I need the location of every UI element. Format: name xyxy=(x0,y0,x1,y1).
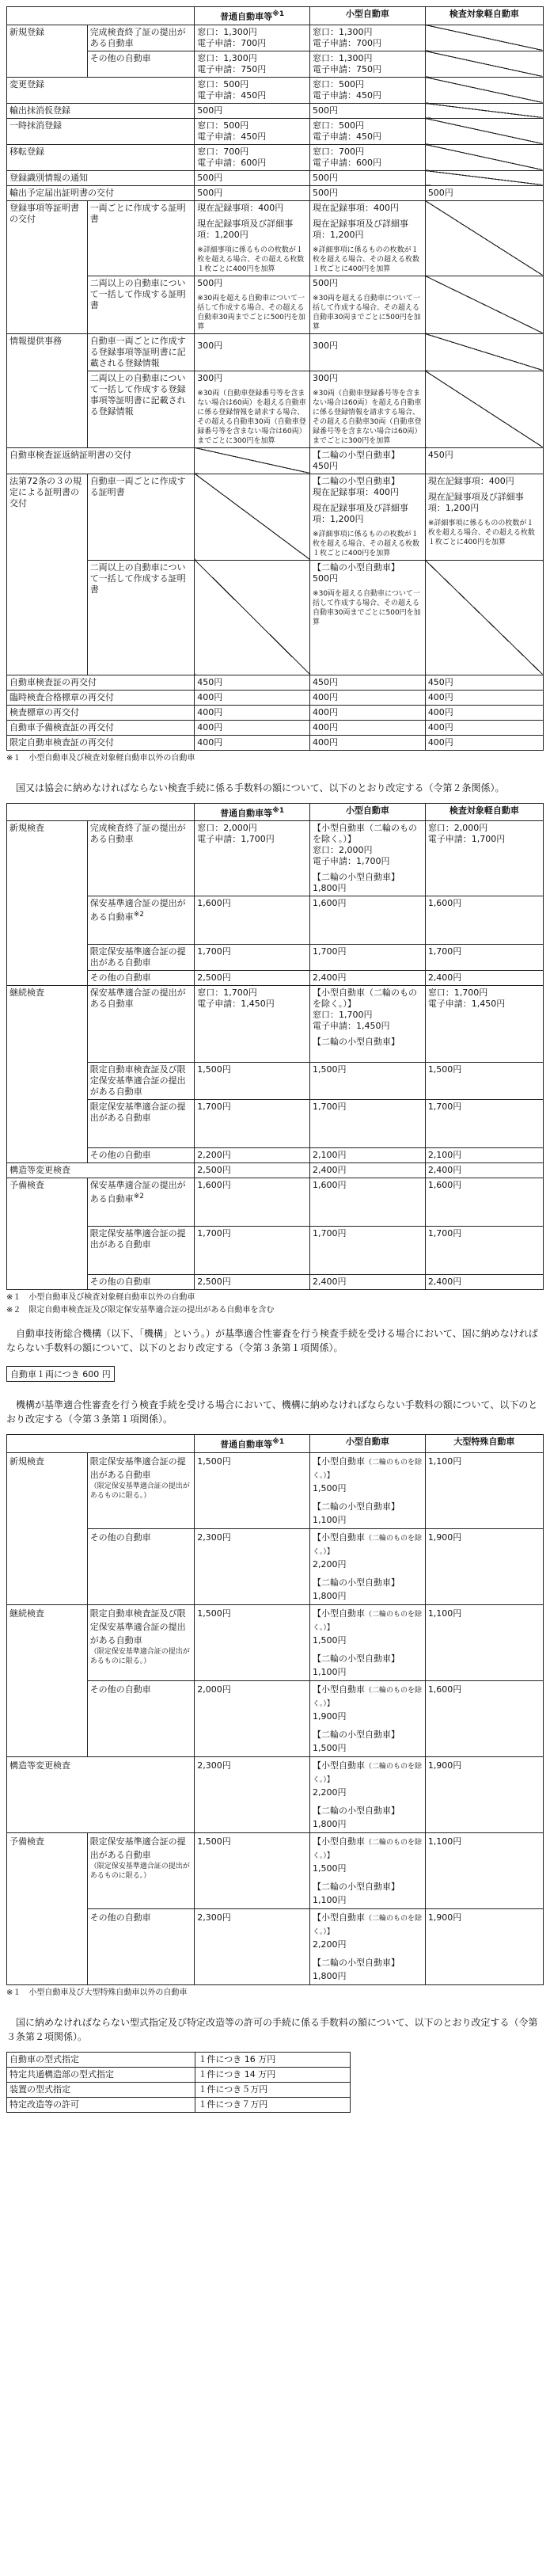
sub-label: 限定保安基準適合証の提出がある自動車 xyxy=(87,1100,195,1148)
cell: 500円 xyxy=(195,170,310,185)
cell: 【二輪の小型自動車】 現在記録事項：400円 現在記録事項及び詳細事項：1,200円 ※詳細事項に係るものの枚数が１枚を超える場合、その超える枚数１枚ごとに400円を加算 xyxy=(310,474,426,560)
cell: 1,500円 xyxy=(195,1452,310,1528)
cell: 400円 xyxy=(425,720,543,735)
header-special: 大型特殊自動車 xyxy=(425,1435,543,1453)
cell: 窓口：2,000円 電子申請：1,700円 xyxy=(425,821,543,896)
cell: 500円 xyxy=(310,170,426,185)
cell: 窓口：700円 電子申請：600円 xyxy=(310,144,426,170)
table-row xyxy=(7,1275,544,1290)
cell: 500円 xyxy=(195,103,310,118)
table-row xyxy=(7,1227,544,1275)
footnote: ※１ 小型自動車及び大型特殊自動車以外の自動車 xyxy=(6,1988,188,1997)
cell: 窓口：1,700円 電子申請：1,450円 xyxy=(425,986,543,1063)
cell: 窓口：1,300円 電子申請：750円 xyxy=(310,51,426,77)
cell: 窓口：500円 電子申請：450円 xyxy=(310,77,426,103)
cell: 450円 xyxy=(425,447,543,474)
row-label: 登録事項等証明書の交付 xyxy=(7,200,88,333)
cell: １件につき 14 万円 xyxy=(195,2067,350,2082)
cell: 300円 ※30両（自動車登録番号等を含まない場合は60両）を超える自動車に係る登録情報を請求する場合、その超える自動車30両（自動車登録番号等を含まない場合は60両）までごとに300円を加算 xyxy=(195,371,310,447)
cell: 【小型自動車（二輪のものを除く。）】 2,200円 【二輪の小型自動車】 1,800円 xyxy=(310,1528,426,1604)
row-label: 自動車検査証返納証明書の交付 xyxy=(7,447,195,474)
row-label: 輸出予定届出証明書の交付 xyxy=(7,185,195,200)
cell: 1,100円 xyxy=(425,1604,543,1680)
row-label: 構造等変更検査 xyxy=(7,1163,195,1178)
cell: 現在記録事項：400円 現在記録事項及び詳細事項：1,200円 ※詳細事項に係るものの枚数が１枚を超える場合、その超える枚数１枚ごとに400円を加算 xyxy=(195,200,310,276)
sub-label: 限定自動車検査証及び限定保安基準適合証の提出がある自動車 （限定保安基準適合証の提出があるものに限る。） xyxy=(87,1604,195,1680)
cell: 2,400円 xyxy=(425,1275,543,1290)
cell: 2,300円 xyxy=(195,1756,310,1832)
table-row xyxy=(7,170,544,185)
cell: 1,700円 xyxy=(310,945,426,971)
paragraph: 機構が基準適合性審査を行う検査手続を受ける場合において、機構に納めなければならない手数料の額について、以下のとおり改定する（令第３条第１項関係）。 xyxy=(6,1399,538,1425)
cell: 窓口：1,300円 電子申請：750円 xyxy=(195,51,310,77)
sub-label: その他の自動車 xyxy=(87,51,195,77)
table-row xyxy=(7,333,544,371)
cell: 400円 xyxy=(195,690,310,705)
per-vehicle-fee-box: 自動車１両につき 600 円 xyxy=(6,1366,115,1382)
cell: 400円 xyxy=(425,735,543,750)
cell: 400円 xyxy=(310,720,426,735)
table-row xyxy=(7,474,544,560)
cell-na xyxy=(425,144,543,170)
table-row xyxy=(7,1100,544,1148)
cell: 400円 xyxy=(310,690,426,705)
cell: 400円 xyxy=(310,735,426,750)
row-label: 臨時検査合格標章の再交付 xyxy=(7,690,195,705)
cell-na xyxy=(195,447,310,474)
cell-na xyxy=(425,103,543,118)
cell: 1,600円 xyxy=(310,1178,426,1227)
cell: 【小型自動車（二輪のものを除く。）】 2,200円 【二輪の小型自動車】 1,800円 xyxy=(310,1756,426,1832)
cell: 1,500円 xyxy=(310,1063,426,1100)
sub-label: 自動車一両ごとに作成する証明書 xyxy=(87,474,195,560)
table-row xyxy=(7,1163,544,1178)
cell: 2,000円 xyxy=(195,1680,310,1756)
row-label: 一時抹消登録 xyxy=(7,118,195,144)
table-row xyxy=(7,720,544,735)
cell: 400円 xyxy=(195,705,310,720)
table-row xyxy=(7,945,544,971)
cell: １件につき 16 万円 xyxy=(195,2052,350,2067)
table-row xyxy=(7,371,544,447)
row-label: 自動車予備検査証の再交付 xyxy=(7,720,195,735)
cell-na xyxy=(425,371,543,447)
table-row xyxy=(7,971,544,986)
sub-label: 保安基準適合証の提出がある自動車$^{※2}$ xyxy=(87,896,195,945)
cell: 400円 xyxy=(195,735,310,750)
table-row xyxy=(7,2052,351,2067)
table-row xyxy=(7,1680,544,1756)
paragraph: 自動車技術総合機構（以下、「機構」という。）が基準適合性審査を行う検査手続を受ける場合において、国に納めなければならない手数料の額について、以下のとおり改定する（令第３条第１項関係）。 xyxy=(6,1328,538,1354)
table-row xyxy=(7,2097,351,2112)
cell: 2,500円 xyxy=(195,1163,310,1178)
cell: 450円 xyxy=(425,675,543,690)
cell-na xyxy=(195,560,310,675)
cell: 2,400円 xyxy=(310,1275,426,1290)
cell: 【小型自動車（二輪のものを除く。）】 窓口：1,700円 電子申請：1,450円 【二輪の小型自動車】 xyxy=(310,986,426,1063)
cell-na xyxy=(425,51,543,77)
cell: 2,300円 xyxy=(195,1908,310,1984)
sub-label: その他の自動車 xyxy=(87,1680,195,1756)
table-row xyxy=(7,1756,544,1832)
cell-na xyxy=(425,77,543,103)
cell: 1,900円 xyxy=(425,1756,543,1832)
cell: 1,700円 xyxy=(195,1227,310,1275)
cell: 1,600円 xyxy=(425,896,543,945)
footnote: ※２ 限定自動車検査証及び限定保安基準適合証の提出がある自動車を含む xyxy=(6,1306,275,1315)
sub-label: 完成検査終了証の提出がある自動車 xyxy=(87,25,195,51)
cell: 500円 xyxy=(195,185,310,200)
row-label: 自動車の型式指定 xyxy=(7,2052,195,2067)
cell: 1,500円 xyxy=(195,1604,310,1680)
table-row xyxy=(7,1063,544,1100)
cell-na xyxy=(425,560,543,675)
row-label: 特定改造等の許可 xyxy=(7,2097,195,2112)
sub-label: 限定保安基準適合証の提出がある自動車 （限定保安基準適合証の提出があるものに限る。） xyxy=(87,1832,195,1908)
cell: 1,700円 xyxy=(195,945,310,971)
sub-label: 完成検査終了証の提出がある自動車 xyxy=(87,821,195,896)
table-row xyxy=(7,1452,544,1528)
table-row xyxy=(7,675,544,690)
cell: 窓口：1,700円 電子申請：1,450円 xyxy=(195,986,310,1063)
cell: 現在記録事項：400円 現在記録事項及び詳細事項：1,200円 ※詳細事項に係るものの枚数が１枚を超える場合、その超える枚数１枚ごとに400円を加算 xyxy=(310,200,426,276)
table-header-row xyxy=(7,1435,544,1453)
cell: 1,900円 xyxy=(425,1528,543,1604)
table-row xyxy=(7,77,544,103)
cell-na xyxy=(195,474,310,560)
table-row xyxy=(7,1604,544,1680)
sub-label: その他の自動車 xyxy=(87,1148,195,1163)
sub-label: 保安基準適合証の提出がある自動車 xyxy=(87,986,195,1063)
cell: 450円 xyxy=(310,675,426,690)
cell: 窓口：500円 電子申請：450円 xyxy=(195,118,310,144)
sub-label: 限定自動車検査証及び限定保安基準適合証の提出がある自動車 xyxy=(87,1063,195,1100)
cell: 【二輪の小型自動車】 450円 xyxy=(310,447,426,474)
row-label: 特定共通構造部の型式指定 xyxy=(7,2067,195,2082)
table-row xyxy=(7,1148,544,1163)
row-label: 新規登録 xyxy=(7,25,88,77)
table-row xyxy=(7,821,544,896)
sub-label: 自動車一両ごとに作成する登録事項等証明書に記載される登録情報 xyxy=(87,333,195,371)
table-row xyxy=(7,2082,351,2097)
sub-label: 二両以上の自動車について一括して作成する登録事項等証明書に記載される登録情報 xyxy=(87,371,195,447)
table-row xyxy=(7,560,544,675)
cell: 1,900円 xyxy=(425,1908,543,1984)
organization-fee-table xyxy=(6,1434,544,1985)
cell: 2,100円 xyxy=(310,1148,426,1163)
cell: 1,500円 xyxy=(195,1063,310,1100)
cell: 【小型自動車（二輪のものを除く。）】 1,500円 【二輪の小型自動車】 1,100円 xyxy=(310,1604,426,1680)
cell: 現在記録事項：400円 現在記録事項及び詳細事項：1,200円 ※詳細事項に係るものの枚数が１枚を超える場合、その超える枚数１枚ごとに400円を加算 xyxy=(425,474,543,560)
table-row xyxy=(7,1528,544,1604)
cell: 1,600円 xyxy=(425,1680,543,1756)
row-label: 継続検査 xyxy=(7,986,88,1163)
table-row xyxy=(7,690,544,705)
cell: 300円 xyxy=(310,333,426,371)
cell: 2,400円 xyxy=(425,971,543,986)
cell: 500円 ※30両を超える自動車について一括して作成する場合、その超える自動車30両までごとに500円を加算 xyxy=(310,276,426,333)
cell: 1,700円 xyxy=(310,1227,426,1275)
sub-label: その他の自動車 xyxy=(87,971,195,986)
cell: 窓口：2,000円 電子申請：1,700円 xyxy=(195,821,310,896)
cell: 400円 xyxy=(425,705,543,720)
cell: 500円 xyxy=(310,103,426,118)
header-blank xyxy=(7,7,195,25)
cell: 2,100円 xyxy=(425,1148,543,1163)
table-row xyxy=(7,144,544,170)
table-header-row xyxy=(7,803,544,821)
cell: 1,700円 xyxy=(425,1227,543,1275)
table-row xyxy=(7,1178,544,1227)
cell: 300円 ※30両（自動車登録番号等を含まない場合は60両）を超える自動車に係る登録情報を請求する場合、その超える自動車30両（自動車登録番号等を含まない場合は60両）までごとに300円を加算 xyxy=(310,371,426,447)
paragraph: 国に納めなければならない型式指定及び特定改造等の許可の手続に係る手数料の額について、以下のとおり改定する（令第３条第２項関係）。 xyxy=(6,2016,538,2042)
header-kei: 検査対象軽自動車 xyxy=(425,7,543,25)
cell: 窓口：1,300円 電子申請：700円 xyxy=(310,25,426,51)
cell: 1,500円 xyxy=(425,1063,543,1100)
table-row xyxy=(7,276,544,333)
cell: 【小型自動車（二輪のものを除く。）】 2,200円 【二輪の小型自動車】 1,800円 xyxy=(310,1908,426,1984)
table-row xyxy=(7,25,544,51)
cell: 500円 xyxy=(425,185,543,200)
cell: 1,100円 xyxy=(425,1452,543,1528)
header-kei: 検査対象軽自動車 xyxy=(425,803,543,821)
header-blank xyxy=(7,803,195,821)
footnote: ※１ 小型自動車及び検査対象軽自動車以外の自動車 xyxy=(6,1293,195,1303)
sub-label: その他の自動車 xyxy=(87,1528,195,1604)
cell: 1,700円 xyxy=(310,1100,426,1148)
cell: 【小型自動車（二輪のものを除く。）】 1,500円 【二輪の小型自動車】 1,100円 xyxy=(310,1452,426,1528)
row-label: 移転登録 xyxy=(7,144,195,170)
cell: 窓口：1,300円 電子申請：700円 xyxy=(195,25,310,51)
cell: 400円 xyxy=(425,690,543,705)
header-small: 小型自動車 xyxy=(310,803,426,821)
table-row xyxy=(7,1908,544,1984)
header-small: 小型自動車 xyxy=(310,7,426,25)
cell: 窓口：700円 電子申請：600円 xyxy=(195,144,310,170)
table-row xyxy=(7,1832,544,1908)
cell: 400円 xyxy=(195,720,310,735)
row-label: 予備検査 xyxy=(7,1178,88,1290)
row-label: 新規検査 xyxy=(7,821,88,986)
cell: 2,200円 xyxy=(195,1148,310,1163)
cell-na xyxy=(425,333,543,371)
cell: 1,700円 xyxy=(425,945,543,971)
cell: 2,400円 xyxy=(425,1163,543,1178)
cell: 1,700円 xyxy=(425,1100,543,1148)
cell: 1,500円 xyxy=(195,1832,310,1908)
sub-label: 一両ごとに作成する証明書 xyxy=(87,200,195,276)
header-ordinary: 普通自動車等$^{※1}$ xyxy=(195,1435,310,1453)
row-label: 自動車検査証の再交付 xyxy=(7,675,195,690)
type-designation-fee-table xyxy=(6,2052,351,2113)
paragraph: 国又は協会に納めなければならない検査手続に係る手数料の額について、以下のとおり改定する（令第２条関係）。 xyxy=(16,782,505,793)
cell: 【二輪の小型自動車】 500円 ※30両を超える自動車について一括して作成する場合、その超える自動車30両までごとに500円を加算 xyxy=(310,560,426,675)
row-label: 輸出抹消仮登録 xyxy=(7,103,195,118)
cell: 【小型自動車（二輪のものを除く。）】 1,900円 【二輪の小型自動車】 1,500円 xyxy=(310,1680,426,1756)
cell: 2,400円 xyxy=(310,1163,426,1178)
cell: 500円 xyxy=(310,185,426,200)
cell: 1,700円 xyxy=(195,1100,310,1148)
row-label: 情報提供事務 xyxy=(7,333,88,447)
row-label: 登録識別情報の通知 xyxy=(7,170,195,185)
table-row xyxy=(7,705,544,720)
cell: 1,600円 xyxy=(195,1178,310,1227)
cell: 2,300円 xyxy=(195,1528,310,1604)
table-row xyxy=(7,735,544,750)
table-row xyxy=(7,103,544,118)
table-header-row xyxy=(7,7,544,25)
cell: 500円 ※30両を超える自動車について一括して作成する場合、その超える自動車30両までごとに500円を加算 xyxy=(195,276,310,333)
row-label: 検査標章の再交付 xyxy=(7,705,195,720)
cell: １件につき７万円 xyxy=(195,2097,350,2112)
table-row xyxy=(7,200,544,276)
table-row xyxy=(7,2067,351,2082)
cell-na xyxy=(425,118,543,144)
table-row xyxy=(7,896,544,945)
table-row xyxy=(7,447,544,474)
cell: 【小型自動車（二輪のものを除く。）】 窓口：2,000円 電子申請：1,700円 【二輪の小型自動車】 1,800円 xyxy=(310,821,426,896)
row-label: 変更登録 xyxy=(7,77,195,103)
cell: 2,500円 xyxy=(195,971,310,986)
cell: １件につき５万円 xyxy=(195,2082,350,2097)
inspection-fee-table xyxy=(6,803,544,1291)
cell: 1,600円 xyxy=(310,896,426,945)
cell: 1,100円 xyxy=(425,1832,543,1908)
header-ordinary: 普通自動車等$^{※1}$ xyxy=(195,7,310,25)
row-label: 予備検査 xyxy=(7,1832,88,1984)
footnote: ※１ 小型自動車及び検査対象軽自動車以外の自動車 xyxy=(6,753,195,763)
sub-label: 限定保安基準適合証の提出がある自動車 xyxy=(87,1227,195,1275)
cell: 450円 xyxy=(195,675,310,690)
header-blank xyxy=(7,1435,195,1453)
sub-label: 限定保安基準適合証の提出がある自動車 xyxy=(87,945,195,971)
cell-na xyxy=(425,200,543,276)
table-row xyxy=(7,185,544,200)
cell: 2,400円 xyxy=(310,971,426,986)
cell-na xyxy=(425,276,543,333)
cell-na xyxy=(425,170,543,185)
row-label: 新規検査 xyxy=(7,1452,88,1604)
sub-label: 二両以上の自動車について一括して作成する証明書 xyxy=(87,276,195,333)
row-label: 継続検査 xyxy=(7,1604,88,1756)
header-small: 小型自動車 xyxy=(310,1435,426,1453)
registration-fee-table xyxy=(6,6,544,751)
sub-label: その他の自動車 xyxy=(87,1908,195,1984)
cell: 2,500円 xyxy=(195,1275,310,1290)
cell: 1,600円 xyxy=(425,1178,543,1227)
cell: 400円 xyxy=(310,705,426,720)
cell: 窓口：500円 電子申請：450円 xyxy=(310,118,426,144)
sub-label: その他の自動車 xyxy=(87,1275,195,1290)
row-label: 構造等変更検査 xyxy=(7,1756,195,1832)
cell: 300円 xyxy=(195,333,310,371)
table-row xyxy=(7,118,544,144)
row-label: 法第72条の３の規定による証明書の交付 xyxy=(7,474,88,675)
sub-label: 保安基準適合証の提出がある自動車$^{※2}$ xyxy=(87,1178,195,1227)
cell-na xyxy=(425,25,543,51)
table-row xyxy=(7,986,544,1063)
row-label: 限定自動車検査証の再交付 xyxy=(7,735,195,750)
table-row xyxy=(7,51,544,77)
sub-label: 二両以上の自動車について一括して作成する証明書 xyxy=(87,560,195,675)
row-label: 装置の型式指定 xyxy=(7,2082,195,2097)
cell: 窓口：500円 電子申請：450円 xyxy=(195,77,310,103)
header-ordinary: 普通自動車等$^{※1}$ xyxy=(195,803,310,821)
cell: 【小型自動車（二輪のものを除く。）】 1,500円 【二輪の小型自動車】 1,100円 xyxy=(310,1832,426,1908)
cell: 1,600円 xyxy=(195,896,310,945)
sub-label: 限定保安基準適合証の提出がある自動車 （限定保安基準適合証の提出があるものに限る。） xyxy=(87,1452,195,1528)
